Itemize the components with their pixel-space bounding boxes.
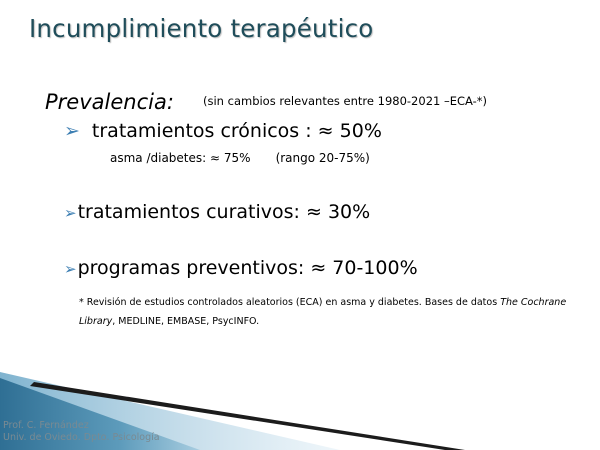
bullet-text: tratamientos crónicos : ≈ 50%	[91, 120, 382, 142]
bullet-item-chronic	[64, 120, 382, 142]
slide-title: Incumplimiento terapéutico	[29, 14, 374, 43]
sub-item-range: (rango 20-75%)	[275, 151, 370, 165]
footnote-text: * Revisión de estudios controlados aleatorios (ECA) en asma y diabetes. Bases de datos	[79, 297, 501, 308]
bullet-text: tratamientos curativos: ≈ 30%	[77, 201, 371, 223]
arrow-bullet-icon: ➢	[64, 260, 77, 278]
sub-item-asthma-diabetes	[110, 151, 370, 165]
footnote	[79, 293, 579, 331]
prevalence-label: Prevalencia:	[45, 90, 174, 114]
footnote-text-end: , MEDLINE, EMBASE, PsycINFO.	[112, 316, 260, 327]
credits	[3, 420, 160, 444]
bullet-item-curative	[64, 201, 370, 223]
arrow-bullet-icon: ➢	[64, 204, 77, 222]
sub-item-text: asma /diabetes: ≈ 75%	[110, 151, 251, 165]
arrow-bullet-icon: ➢	[64, 120, 80, 142]
credit-author: Prof. C. Fernández	[3, 420, 89, 431]
credit-affiliation: Univ. de Oviedo. Dpto. Psicología	[3, 432, 160, 443]
prevalence-heading	[45, 90, 487, 114]
prevalence-note: (sin cambios relevantes entre 1980-2021 –ECA-*)	[203, 94, 488, 108]
bullet-item-preventive	[64, 257, 418, 279]
bullet-text: programas preventivos: ≈ 70-100%	[77, 257, 418, 279]
footnote-source-italic: The Cochrane Library	[79, 297, 567, 327]
